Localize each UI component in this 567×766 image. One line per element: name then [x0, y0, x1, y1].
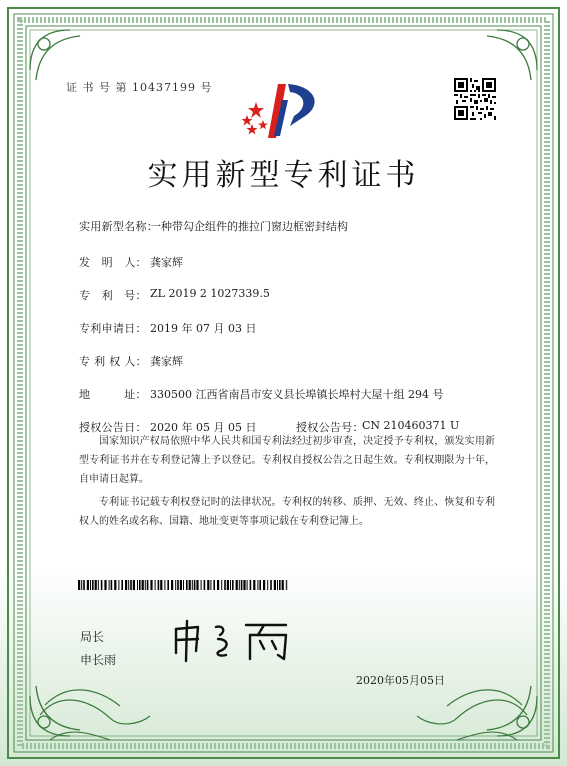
grant-date-value: 2020 年 05 月 05 日 — [150, 421, 257, 434]
cnipa-emblem-icon — [238, 80, 328, 142]
address-label: 地 址： — [79, 388, 147, 401]
director-title: 局长 — [80, 630, 105, 644]
body-paragraph: 国家知识产权局依照中华人民共和国专利法经过初步审查，决定授予专利权，颁发实用新型专利证书并在专利登记簿上予以登记。专利权自授权公告之日起生效。专利权期限为十年，自申请日起算。 — [79, 436, 495, 485]
certificate-body-text — [79, 432, 495, 531]
patent-no-value: ZL 2019 2 1027339.5 — [150, 287, 270, 300]
grant-date-label: 授权公告日： — [79, 421, 147, 434]
certificate-title: 实用新型专利证书 — [147, 158, 420, 193]
signing-date: 2020年05月05日 — [356, 674, 445, 687]
certificate-number: 证 书 号 第 10437199 号 — [66, 81, 213, 94]
barcode-icon — [78, 580, 288, 590]
patentee-value: 龚家辉 — [150, 355, 183, 368]
patentee-label: 专 利 权 人： — [79, 355, 147, 368]
director-signature — [168, 617, 298, 663]
inventor-value: 龚家辉 — [150, 256, 183, 269]
inventor-label: 发 明 人： — [79, 256, 147, 269]
body-paragraph: 专利证书记载专利权登记时的法律状况。专利权的转移、质押、无效、终止、恢复和专利权人的姓名或名称、国籍、地址变更等事项记载在专利登记簿上。 — [79, 497, 495, 527]
grant-no-value: CN 210460371 U — [362, 419, 460, 432]
utility-name-label: 实用新型名称： — [79, 220, 159, 233]
filing-date-label: 专利申请日： — [79, 322, 147, 335]
patent-no-label: 专 利 号： — [79, 289, 147, 302]
utility-name-value: 一种带勾企组件的推拉门窗边框密封结构 — [150, 220, 348, 233]
grant-no-label: 授权公告号： — [296, 421, 364, 434]
qr-code-icon — [454, 78, 496, 120]
director-name: 申长雨 — [80, 653, 117, 667]
address-value: 330500 江西省南昌市安义县长埠镇长埠村大屋十组 294 号 — [150, 388, 444, 401]
filing-date-value: 2019 年 07 月 03 日 — [150, 322, 257, 335]
